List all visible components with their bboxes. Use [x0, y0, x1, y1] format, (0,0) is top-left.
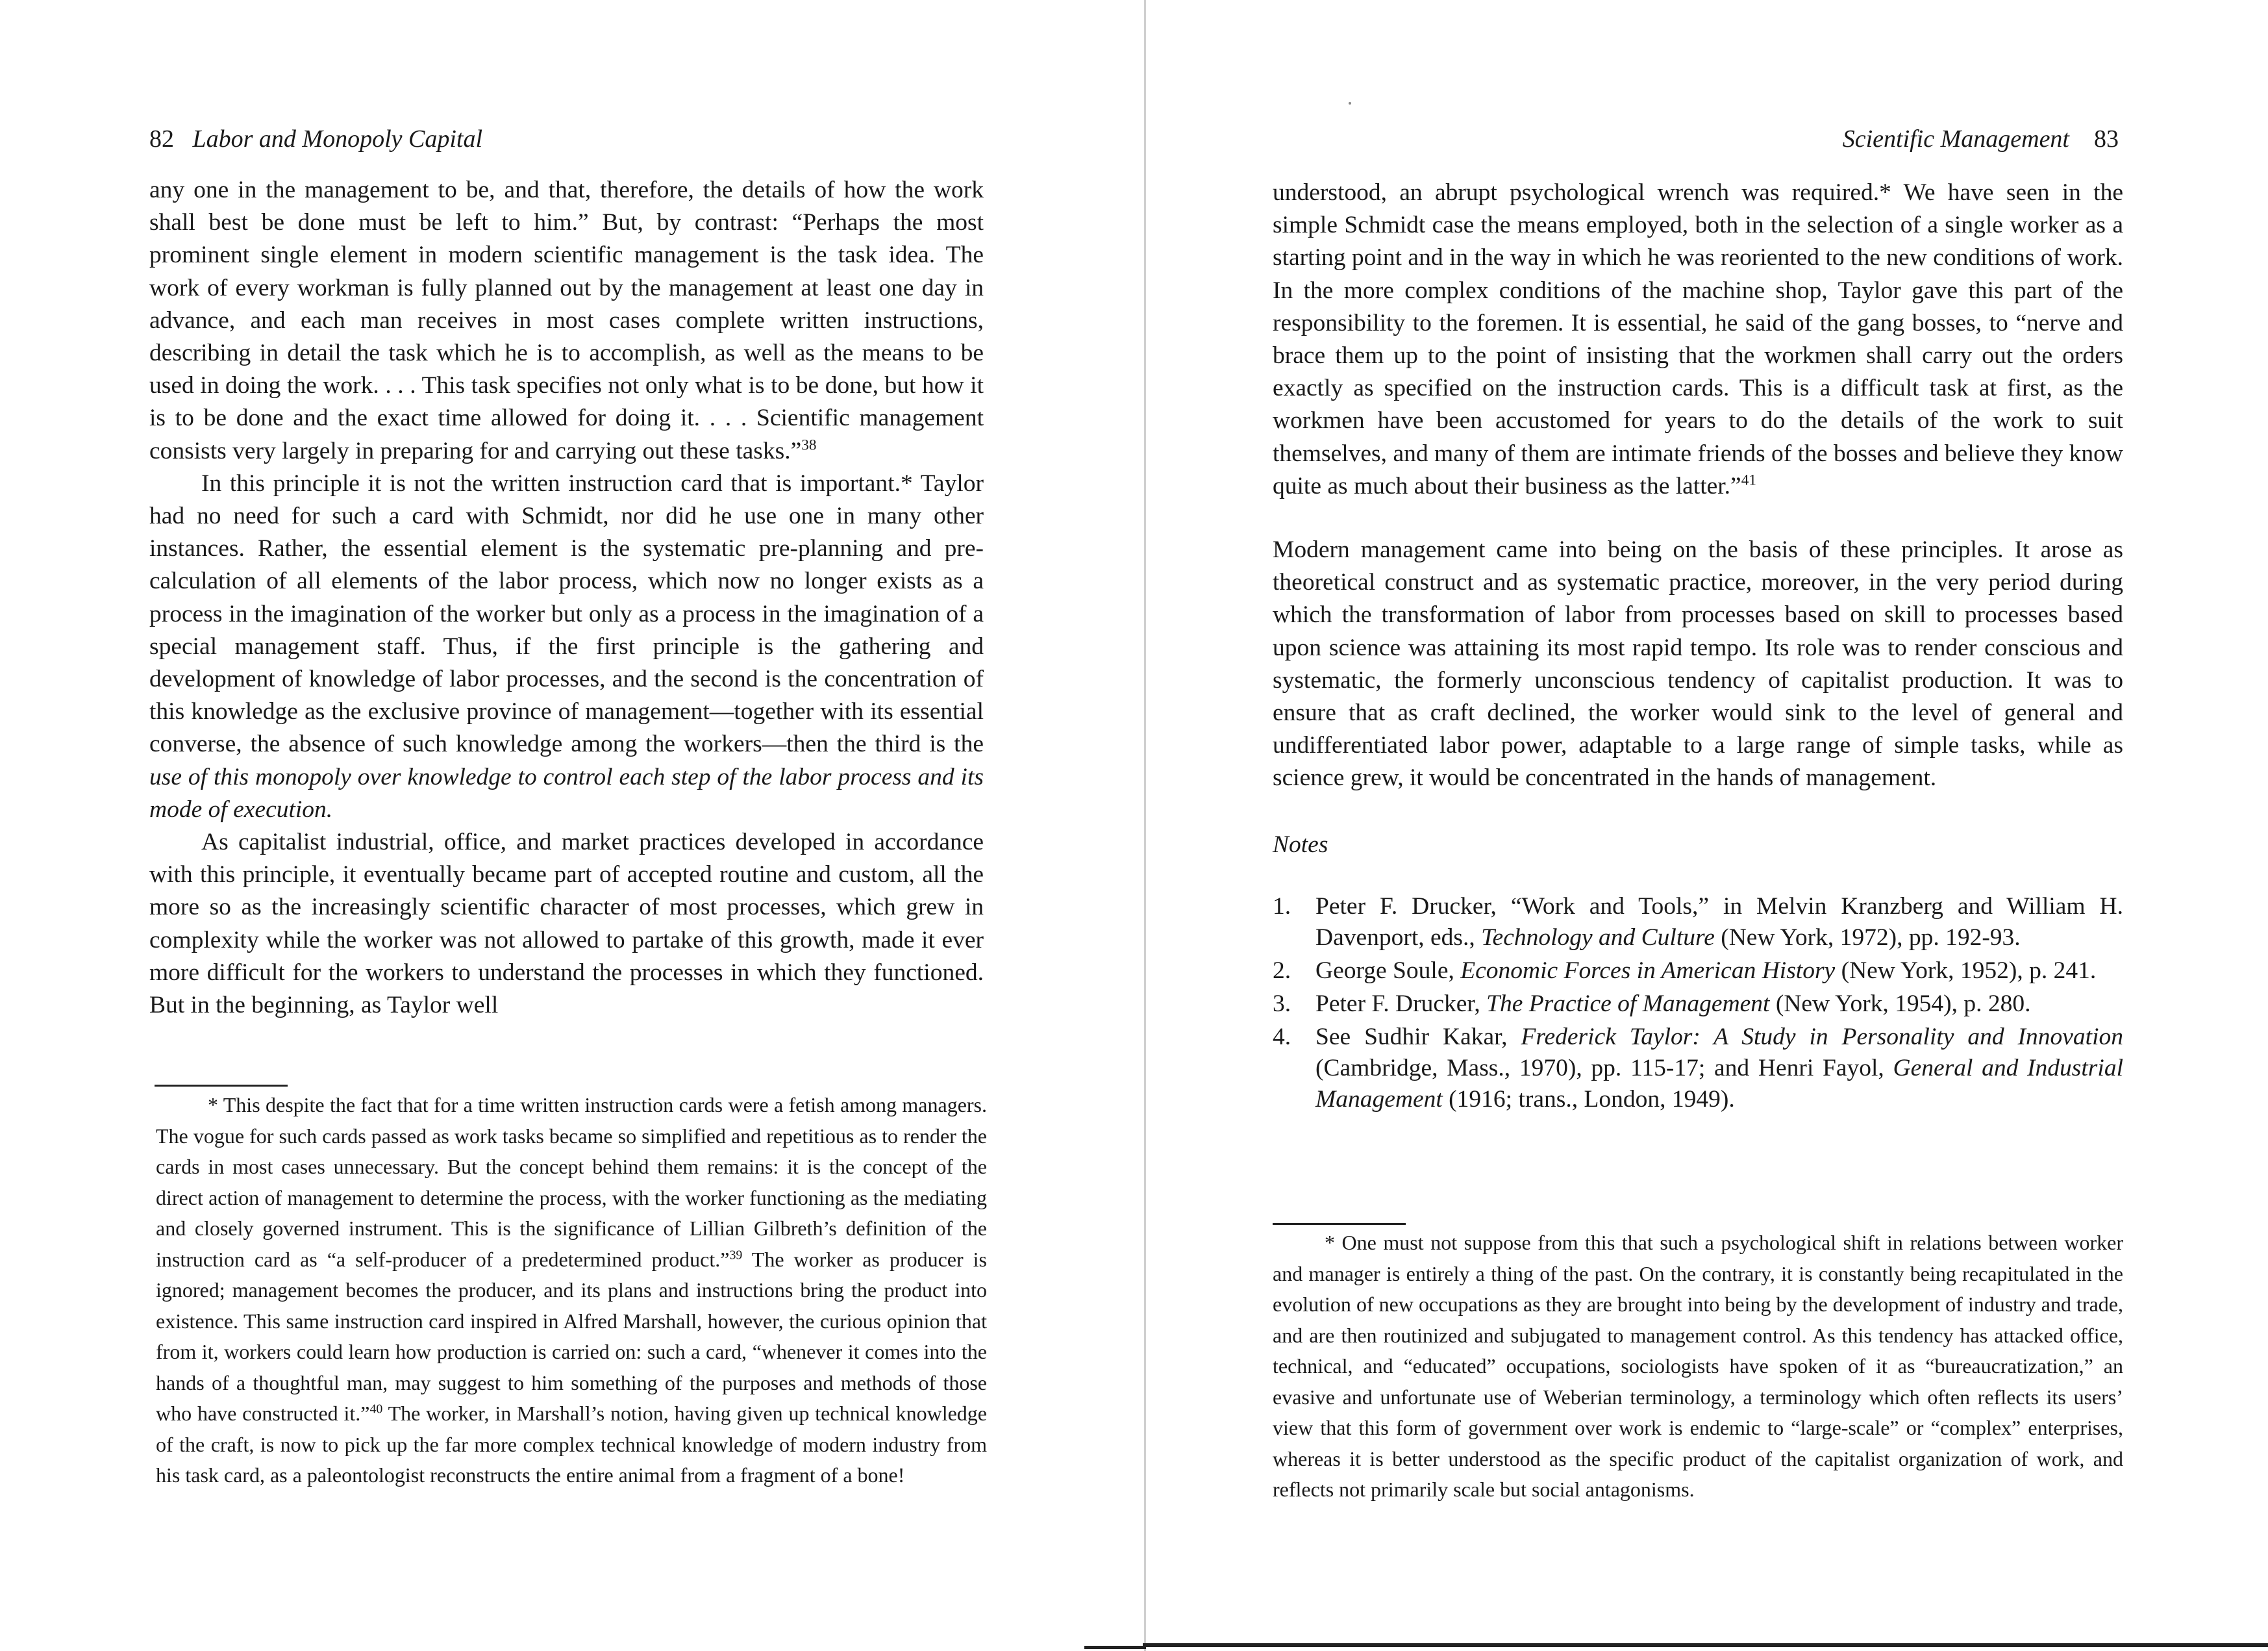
left-paragraph-1 [149, 174, 984, 468]
footnote-ref-40: 40 [369, 1402, 383, 1417]
note-title-2: General and Industrial Management [1315, 1054, 2123, 1113]
right-paragraph-1-text: understood, an abrupt psychological wrench was required.* We have seen in the simple Schmidt case the means employed, both in the selection of a single worker as a starting point and in the way in which he was reoriented to the new conditions of work. In the more complex conditions of the machine shop, Taylor gave this part of the responsibility to the foremen. It is essential, he said of the gang bosses, to “nerve and brace them up to the point of insisting that the workmen shall carry out the orders exactly as specified on the instruction cards. This is a difficult task at first, as the workmen have been accustomed for years to do the details of the work to suit themselves, and many of them are intimate friends of the bosses and believe they know quite as much about their business as the latter.” [1273, 179, 2123, 499]
left-footnote-part-3: The worker, in Marshall’s notion, having given up technical knowledge of the craft, is now to pick up the far more complex technical knowledge of modern industry from his task card, as a paleontologist reconstructs the entire animal from a fragment of a bone! [156, 1402, 988, 1487]
note-text: George Soule, [1315, 957, 1454, 984]
note-item [1273, 989, 2123, 1020]
left-paragraph-2-emphasis: use of this monopoly over knowledge to control each step of the labor process and its mode of execution. [149, 763, 984, 823]
right-page [1143, 0, 2268, 1651]
left-footnote-part-2: The worker as producer is ignored; management becomes the producer, and its plans and instructions bring the product into existence. This same instruction card inspired in Alfred Marshall, however, the curious opinion that from it, workers could learn how production is carried on: such a card, “whenever it comes into the hands of a thoughtful man, may suggest to him something of the purposes and methods of those who have constructed it.” [156, 1247, 988, 1425]
right-footnote-text: * One must not suppose from this that such a psychological shift in relations between worker and manager is entirely a thing of the past. On the contrary, it is constantly being recapitulated in the evolution of new occupations as they are brought into being by the development of industry and trade, and are then routinized and subjugated to management control. As this tendency has attacked office, technical, and “educated” occupations, sociologists have spoken of it as “bureaucratization,” an evasive and unfortunate use of Weberian terminology, a terminology which often reflects its users’ view that this form of government over work is endemic to “large-scale” or “complex” enterprises, whereas it is better understood as the specific product of the capitalist organization of work, and reflects not primarily scale but social antagonisms. [1273, 1231, 2123, 1501]
right-paragraph-1 [1273, 177, 2123, 503]
right-running-title: Scientific Management [1842, 125, 2069, 153]
footnote-ref-39: 39 [729, 1247, 743, 1262]
note-title: Technology and Culture [1481, 924, 1715, 951]
note-item [1273, 1022, 2123, 1115]
note-number: 4. [1273, 1023, 1291, 1050]
right-paragraph-2: Modern management came into being on the basis of these principles. It arose as theoretical construct and as systematic practice, moreover, in the very period during which the transformation of labor from processes based on skill to processes based upon science was attaining its most rapid tempo. Its role was to render conscious and systematic, the formerly unconscious tendency of capitalist production. It was to ensure that as craft declined, the worker would sink to the level of general and undifferentiated labor power, adaptable to a large range of simple tasks, while as science grew, it would be concentrated in the hands of management. [1273, 536, 2123, 792]
paragraph-gap [1273, 503, 2123, 534]
note-text: See Sudhir Kakar, [1315, 1023, 1508, 1050]
note-citation: (New York, 1972), pp. 192-93. [1721, 924, 2021, 951]
note-item [1273, 891, 2123, 953]
left-footnote [156, 1090, 987, 1491]
left-footnote-part-1: * This despite the fact that for a time written instruction cards were a fetish among managers. The vogue for such cards passed as work tasks became so simplified and repetitious as to render the cards in most cases unnecessary. But the concept behind them remains: it is the concept of the direct action of management to determine the process, with the worker functioning as the mediating and closely governed instrument. This is the significance of Lillian Gilbreth’s definition of the instruction card as “a self-producer of a predetermined product.” [156, 1093, 987, 1271]
footnote-ref-38: 38 [801, 436, 817, 454]
notes-list [1273, 891, 2123, 1115]
note-citation: (New York, 1954), p. 280. [1775, 990, 2031, 1017]
left-paragraph-3: As capitalist industrial, office, and market practices developed in accordance with this principle, it eventually became part of accepted routine and custom, all the more so as the increasingly scientific character of most processes, which grew in complexity while the worker was not allowed to partake of this growth, made it ever more difficult for the workers to understand the processes in which they functioned. But in the beginning, as Taylor well [149, 829, 984, 1019]
left-page-number: 82 [149, 125, 174, 153]
note-citation: (Cambridge, Mass., 1970), pp. 115-17; and Henri Fayol, [1315, 1054, 1884, 1081]
right-body-text [1273, 177, 2123, 1117]
note-item [1273, 955, 2123, 987]
note-text: Peter F. Drucker, [1315, 990, 1480, 1017]
right-running-header [1843, 123, 2119, 155]
right-footnote-rule [1273, 1223, 1406, 1225]
left-paragraph-2 [149, 468, 984, 826]
notes-heading: Notes [1273, 831, 1328, 858]
left-footnote-rule [155, 1085, 288, 1087]
right-footnote [1273, 1228, 2123, 1506]
left-footnote-text [156, 1090, 987, 1491]
left-paragraph-1-text: any one in the management to be, and that, therefore, the details of how the work shall best be done must be left to him.” But, by contrast: “Perhaps the most prominent single element in modern scientific management is the task idea. The work of every workman is fully planned out by the management at least one day in advance, and each man receives in most cases complete written instructions, describing in detail the task which he is to accomplish, as well as the means to be used in doing the work. . . . This task specifies not only what is to be done, but how it is to be done and the exact time allowed for doing it. . . . Scientific management consists very largely in preparing for and carrying out these tasks.” [149, 177, 984, 464]
note-number: 3. [1273, 990, 1291, 1017]
note-title: The Practice of Management [1486, 990, 1770, 1017]
left-body-text [149, 174, 984, 1022]
note-citation: (New York, 1952), p. 241. [1841, 957, 2097, 984]
note-number: 1. [1273, 892, 1291, 920]
note-title: Economic Forces in American History [1460, 957, 1836, 984]
footnote-ref-41: 41 [1741, 472, 1756, 489]
note-citation-2: (1916; trans., London, 1949). [1449, 1085, 1735, 1113]
right-page-number: 83 [2094, 125, 2119, 153]
note-number: 2. [1273, 957, 1291, 984]
left-page [0, 0, 1133, 1651]
left-running-header [149, 123, 482, 155]
left-running-title: Labor and Monopoly Capital [192, 125, 483, 153]
note-text: Peter F. Drucker, “Work and Tools,” in Melvin Kranzberg and William H. Davenport, eds., [1315, 892, 2123, 951]
note-title: Frederick Taylor: A Study in Personality and Innovation [1521, 1023, 2123, 1050]
left-paragraph-2-text: In this principle it is not the written instruction card that is important.* Taylor had no need for such a card with Schmidt, nor did he use one in many other instances. Rather, the essential element is the systematic pre-planning and pre-calculation of all elements of the labor process, which now no longer exists as a process in the imagination of the worker but only as a process in the imagination of a special management staff. Thus, if the first principle is the gathering and development of knowledge of labor processes, and the second is the concentration of this knowledge as the exclusive province of management—together with its essential converse, the absence of such knowledge among the workers—then the third is the [149, 470, 984, 758]
